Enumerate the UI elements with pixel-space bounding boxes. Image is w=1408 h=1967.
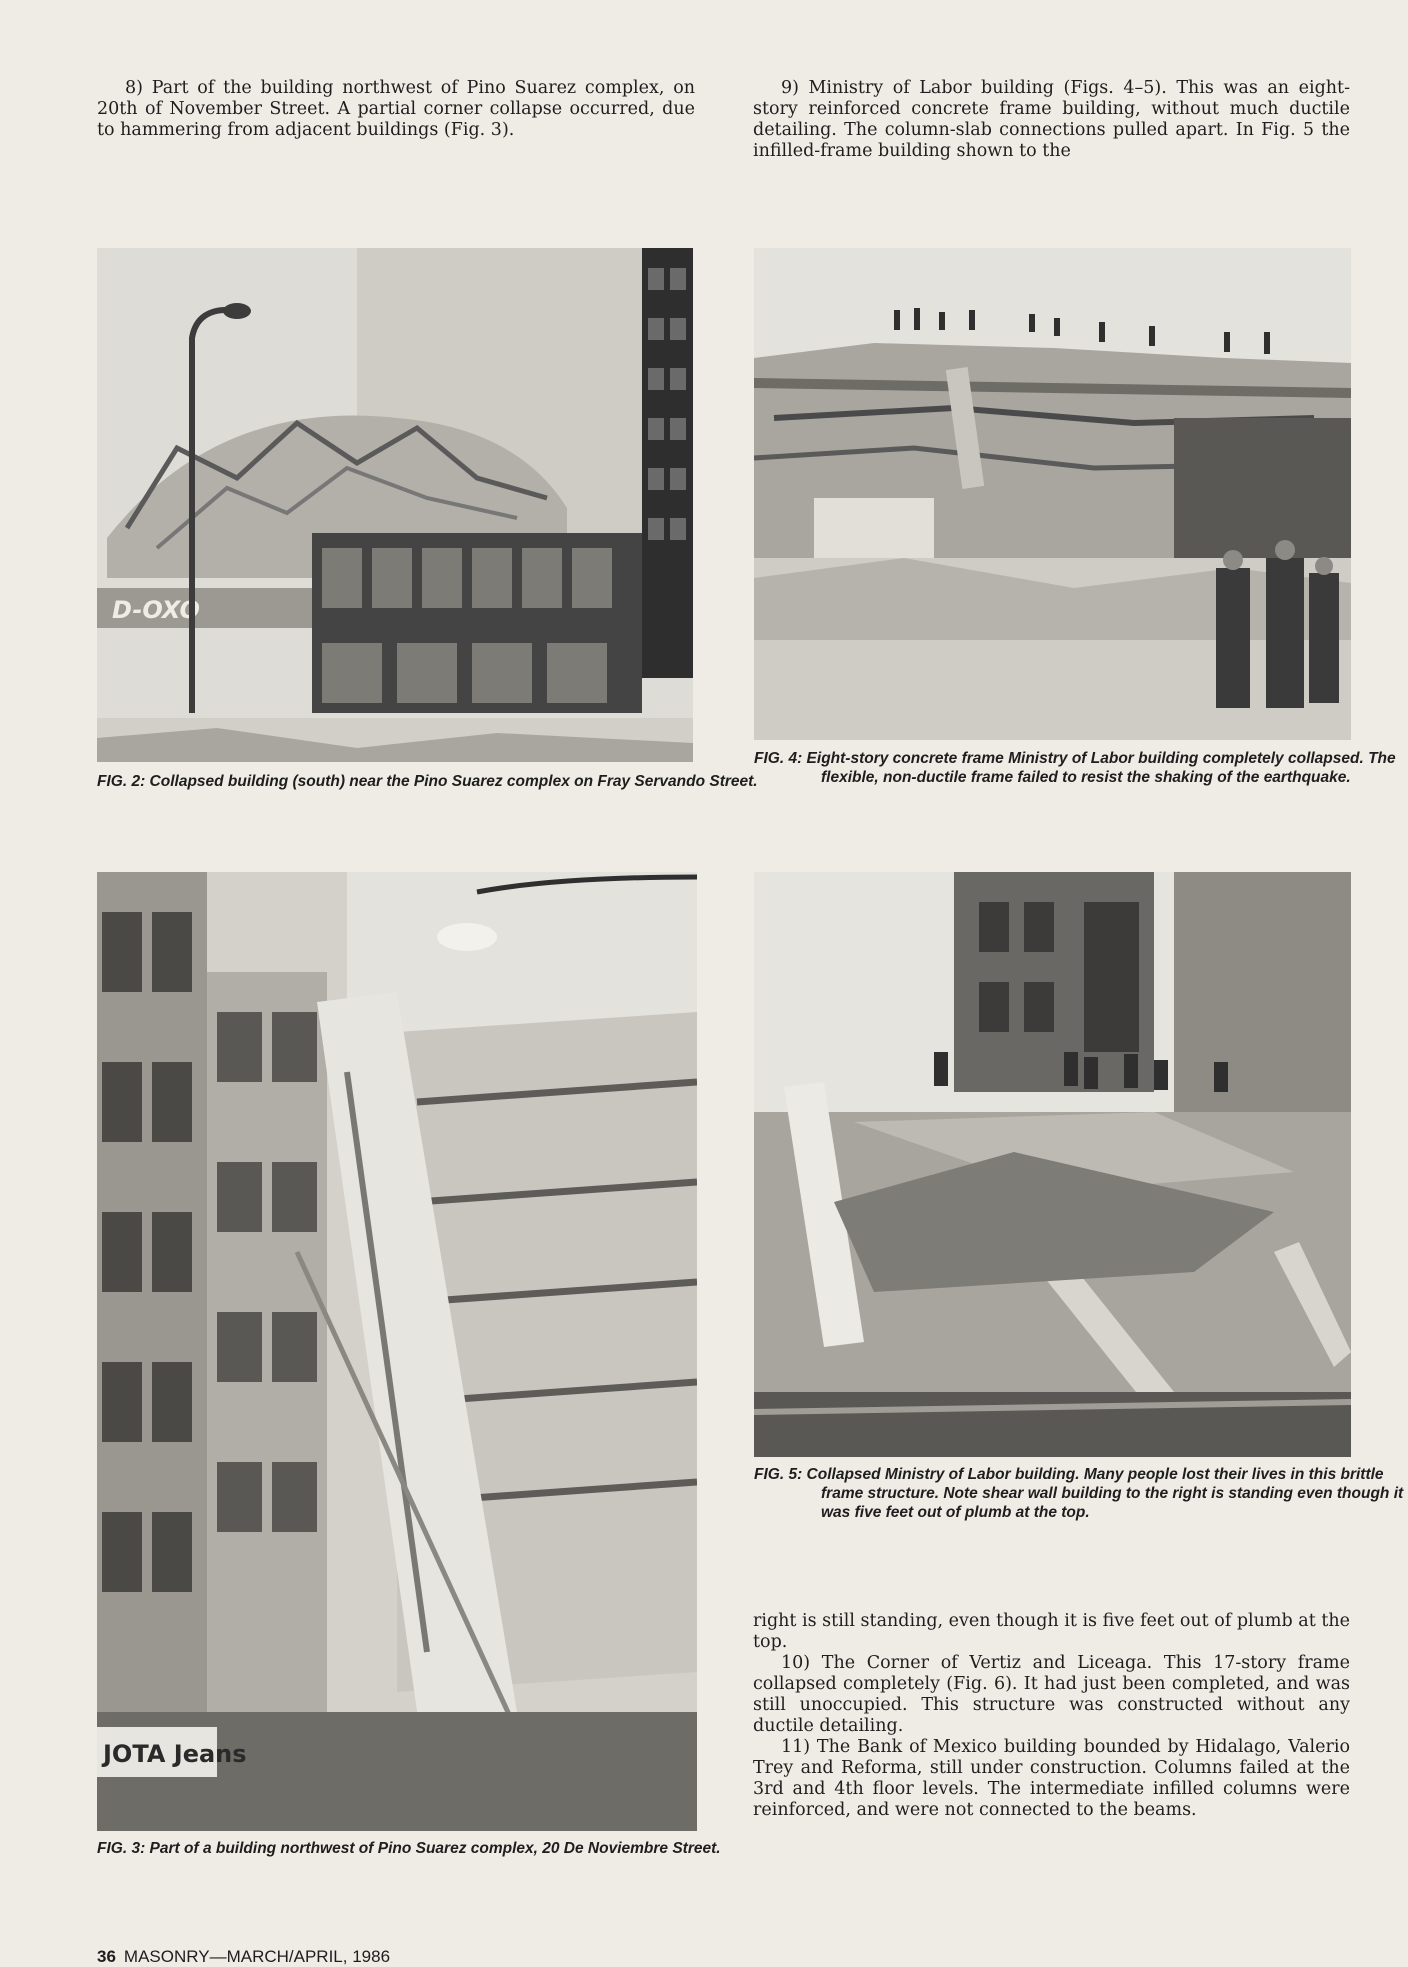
figure-2-photo: [97, 248, 693, 762]
paragraph-9-continued: right is still standing, even though it is five feet out of plumb at the top.: [753, 1611, 1350, 1652]
paragraph-9: [753, 78, 1350, 162]
figure-4-caption-text: Eight-story concrete frame Ministry of Labor building completely collapsed. The flexible, non-ductile frame failed to resist the shaking of the earthquake.: [806, 750, 1396, 786]
figure-4-photo: [754, 248, 1351, 740]
paragraph-11: 11) The Bank of Mexico building bounded by Hidalago, Valerio Trey and Reforma, still under construction. Columns failed at the 3rd and 4th floor levels. The intermediate infilled columns were reinforced, and were not connected to the beams.: [753, 1737, 1350, 1820]
figure-5-caption-text: Collapsed Ministry of Labor building. Many people lost their lives in this brittle frame structure. Note shear wall building to the right is standing even though it was five feet out of plumb at the top.: [806, 1466, 1404, 1521]
paragraph-8-text: 8) Part of the building northwest of Pino Suarez complex, on 20th of November Street. A partial corner collapse occurred, due to hammering from adjacent buildings (Fig. 3).: [97, 78, 695, 140]
figure-3-number: FIG. 3:: [97, 1840, 146, 1857]
page-footer: [97, 1947, 390, 1967]
figure-5-photo: [754, 872, 1351, 1457]
figure-2-caption-text: Collapsed building (south) near the Pino Suarez complex on Fray Servando Street.: [149, 773, 758, 790]
figure-3-caption: [97, 1839, 764, 1858]
figure-2-caption: [97, 772, 764, 791]
paragraph-10: 10) The Corner of Vertiz and Liceaga. This 17-story frame collapsed completely (Fig. 6). It had just been completed, and was still unoccupied. This structure was constructed without any ductile detailing.: [753, 1653, 1350, 1736]
figure-4-caption: [754, 749, 1408, 787]
publication-line: MASONRY—MARCH/APRIL, 1986: [123, 1947, 391, 1966]
paragraph-8: [97, 78, 695, 141]
figure-2-number: FIG. 2:: [97, 773, 146, 790]
figure-3-caption-text: Part of a building northwest of Pino Suarez complex, 20 De Noviembre Street.: [149, 1840, 721, 1857]
figure-3-photo: [97, 872, 697, 1831]
figure-3-sign: JOTA Jeans: [103, 1740, 247, 1768]
page-number: 36: [97, 1947, 116, 1966]
figure-5-caption: [754, 1465, 1408, 1522]
figure-2-sign: D-OXO: [112, 596, 200, 624]
figure-4-number: FIG. 4:: [754, 750, 803, 767]
column-2-lower-text: [753, 1611, 1350, 1821]
figure-5-number: FIG. 5:: [754, 1466, 803, 1483]
paragraph-9-text: 9) Ministry of Labor building (Figs. 4–5). This was an eight-story reinforced concrete frame building, without much ductile detailing. The column-slab connections pulled apart. In Fig. 5 the infilled-frame building shown to the: [753, 78, 1350, 161]
